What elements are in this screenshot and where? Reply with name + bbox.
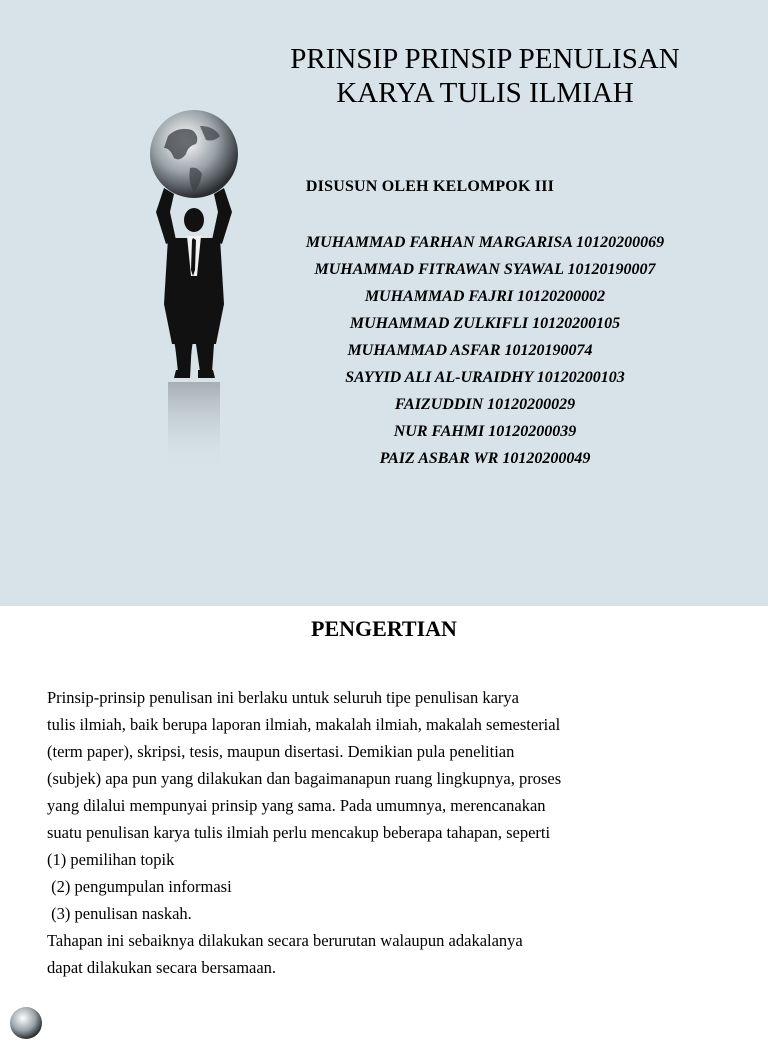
paragraph-line: (1) pemilihan topik xyxy=(47,850,175,869)
paragraph-line: Tahapan ini sebaiknya dilakukan secara berurutan walaupun adakalanya xyxy=(47,931,523,950)
slide-title xyxy=(250,42,720,110)
title-line-1: PRINSIP PRINSIP PENULISAN xyxy=(290,43,680,75)
member-name: MUHAMMAD ASFAR 10120190074 xyxy=(347,342,593,359)
content-slide xyxy=(0,606,768,1024)
paragraph-line: Prinsip-prinsip penulisan ini berlaku untuk seluruh tipe penulisan karya xyxy=(47,688,519,707)
member-name: FAIZUDDIN 10120200029 xyxy=(394,396,576,413)
paragraph-line: (3) penulisan naskah. xyxy=(47,904,192,923)
group-label: DISUSUN OLEH KELOMPOK III xyxy=(305,178,555,195)
paragraph-line: yang dilalui mempunyai prinsip yang sama. Pada umumnya, merencanakan xyxy=(47,796,546,815)
member-name: MUHAMMAD FAJRI 10120200002 xyxy=(364,288,606,305)
member-name: NUR FAHMI 10120200039 xyxy=(393,423,577,440)
section-heading: PENGERTIAN xyxy=(311,616,457,641)
paragraph-line: (term paper), skripsi, tesis, maupun disertasi. Demikian pula penelitian xyxy=(47,742,515,761)
member-name: MUHAMMAD FITRAWAN SYAWAL 10120190007 xyxy=(314,261,656,278)
paragraph-line: dapat dilakukan secara bersamaan. xyxy=(47,958,277,977)
globe-icon xyxy=(8,1005,48,1045)
member-name: PAIZ ASBAR WR 10120200049 xyxy=(379,450,591,467)
title-line-2: KARYA TULIS ILMIAH xyxy=(336,77,634,109)
member-name: MUHAMMAD ZULKIFLI 10120200105 xyxy=(349,315,621,332)
paragraph-line: tulis ilmiah, baik berupa laporan ilmiah, makalah ilmiah, makalah semesterial xyxy=(47,715,561,734)
paragraph-line: suatu penulisan karya tulis ilmiah perlu mencakup beberapa tahapan, seperti xyxy=(47,823,551,842)
member-name: SAYYID ALI AL-URAIDHY 10120200103 xyxy=(345,369,625,386)
paragraph-line: (2) pengumpulan informasi xyxy=(47,877,232,896)
member-name: MUHAMMAD FARHAN MARGARISA 10120200069 xyxy=(305,234,665,251)
paragraph-line: (subjek) apa pun yang dilakukan dan bagaimanapun ruang lingkupnya, proses xyxy=(47,769,562,788)
